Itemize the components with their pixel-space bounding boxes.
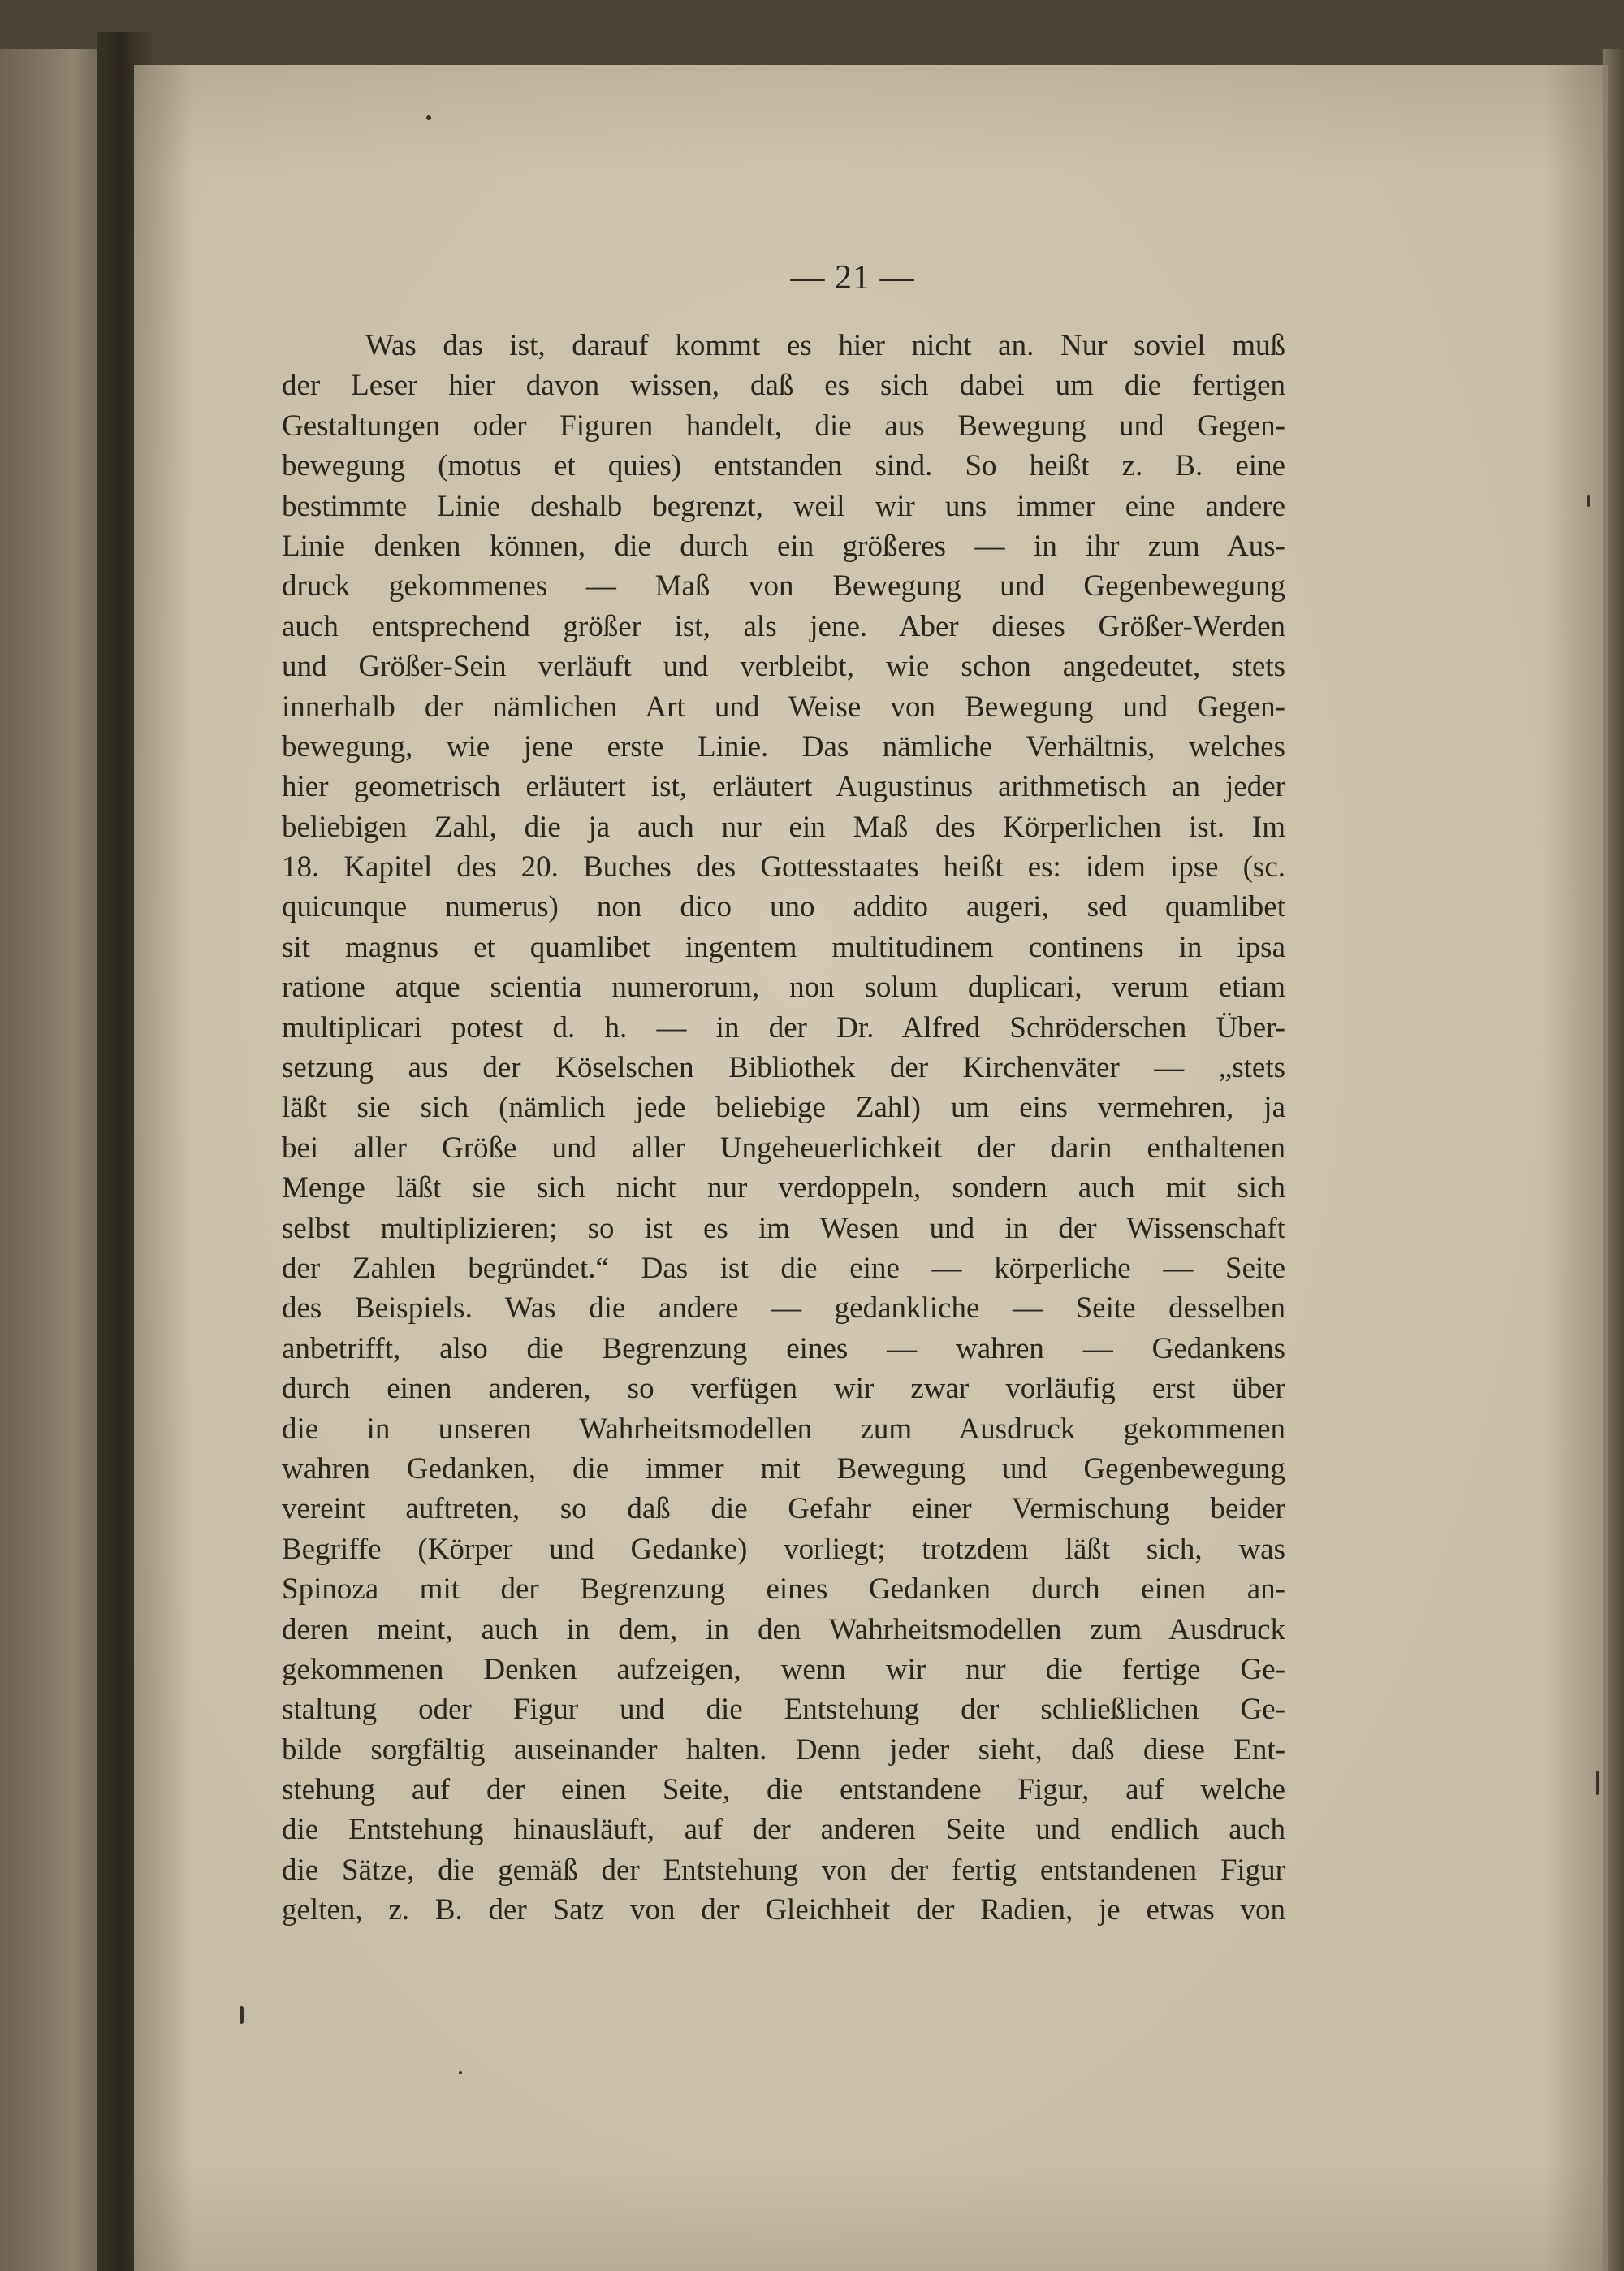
text-line: Was das ist, darauf kommt es hier nicht an. Nur soviel muß <box>365 329 1285 362</box>
text-line: des Beispiels. Was die andere — gedankliche — Seite desselben <box>282 1291 1285 1326</box>
text-line: die Sätze, die gemäß der Entstehung von der fertig entstandenen Figur <box>282 1853 1285 1887</box>
text-line: gekommenen Denken aufzeigen, wenn wir nur die fertige Ge- <box>282 1652 1285 1686</box>
text-line: durch einen anderen, so verfügen wir zwar vorläufig erst über <box>282 1372 1285 1406</box>
text-line: staltung oder Figur und die Entstehung der schließlichen Ge- <box>282 1693 1285 1727</box>
text-line: wahren Gedanken, die immer mit Bewegung und Gegenbewegung <box>282 1451 1285 1486</box>
text-line: Linie denken können, die durch ein größeres — in ihr zum Aus- <box>282 529 1285 563</box>
text-line: bilde sorgfältig auseinander halten. Denn jeder sieht, daß diese Ent- <box>282 1732 1285 1767</box>
text-line: bewegung, wie jene erste Linie. Das nämliche Verhältnis, welches <box>282 729 1285 763</box>
text-line: bei aller Größe und aller Ungeheuerlichkeit der darin enthaltenen <box>282 1131 1285 1165</box>
body-text <box>282 326 1285 1931</box>
text-line: der Leser hier davon wissen, daß es sich dabei um die fertigen <box>282 369 1285 403</box>
text-line: Menge läßt sie sich nicht nur verdoppeln, sondern auch mit sich <box>282 1171 1285 1205</box>
text-line: die Entstehung hinausläuft, auf der anderen Seite und endlich auch <box>282 1813 1285 1847</box>
paper-speck <box>1587 495 1590 507</box>
text-line: multiplicari potest d. h. — in der Dr. Alfred Schröderschen Über- <box>282 1010 1285 1045</box>
text-line: sit magnus et quamlibet ingentem multitudinem continens in ipsa <box>282 930 1285 964</box>
paper-speck <box>426 115 431 120</box>
text-line: und Größer-Sein verläuft und verbleibt, wie schon angedeutet, stets <box>282 650 1285 684</box>
paper-speck <box>240 2006 244 2024</box>
page-number: — 21 — <box>790 259 915 296</box>
text-line: läßt sie sich (nämlich jede beliebige Zahl) um eins vermehren, ja <box>282 1091 1285 1125</box>
text-line: innerhalb der nämlichen Art und Weise von Bewegung und Gegen- <box>282 690 1285 724</box>
text-line: bestimmte Linie deshalb begrenzt, weil wir uns immer eine andere <box>282 489 1285 523</box>
text-line: Begriffe (Körper und Gedanke) vorliegt; trotzdem läßt sich, was <box>282 1532 1285 1566</box>
text-line: druck gekommenes — Maß von Bewegung und Gegenbewegung <box>282 569 1285 603</box>
text-line: bewegung (motus et quies) entstanden sind. So heißt z. B. eine <box>282 449 1285 483</box>
text-line: der Zahlen begründet.“ Das ist die eine — körperliche — Seite <box>282 1251 1285 1285</box>
text-line: auch entsprechend größer ist, als jene. Aber dieses Größer-Werden <box>282 609 1285 643</box>
text-line: anbetrifft, also die Begrenzung eines — wahren — Gedankens <box>282 1331 1285 1365</box>
text-line: ratione atque scientia numerorum, non solum duplicari, verum etiam <box>282 971 1285 1005</box>
text-line: Spinoza mit der Begrenzung eines Gedanken durch einen an- <box>282 1572 1285 1607</box>
paper-speck <box>459 2071 462 2074</box>
text-line: stehung auf der einen Seite, die entstandene Figur, auf welche <box>282 1773 1285 1807</box>
text-line: gelten, z. B. der Satz von der Gleichheit der Radien, je etwas von <box>282 1893 1285 1927</box>
text-line: selbst multiplizieren; so ist es im Wesen und in der Wissenschaft <box>282 1211 1285 1245</box>
text-line: 18. Kapitel des 20. Buches des Gottesstaates heißt es: idem ipse (sc. <box>282 850 1285 885</box>
text-line: setzung aus der Köselschen Bibliothek der Kirchenväter — „stets <box>282 1051 1285 1085</box>
text-line: vereint auftreten, so daß die Gefahr einer Vermischung beider <box>282 1492 1285 1526</box>
paper-speck <box>1596 1771 1599 1795</box>
text-line: Gestaltungen oder Figuren handelt, die aus Bewegung und Gegen- <box>282 409 1285 443</box>
text-line: die in unseren Wahrheitsmodellen zum Ausdruck gekommenen <box>282 1412 1285 1446</box>
text-line: beliebigen Zahl, die ja auch nur ein Maß des Körperlichen ist. Im <box>282 810 1285 844</box>
text-line: hier geometrisch erläutert ist, erläutert Augustinus arithmetisch an jeder <box>282 770 1285 804</box>
text-line: deren meint, auch in dem, in den Wahrheitsmodellen zum Ausdruck <box>282 1612 1285 1646</box>
text-line: quicunque numerus) non dico uno addito augeri, sed quamlibet <box>282 890 1285 924</box>
